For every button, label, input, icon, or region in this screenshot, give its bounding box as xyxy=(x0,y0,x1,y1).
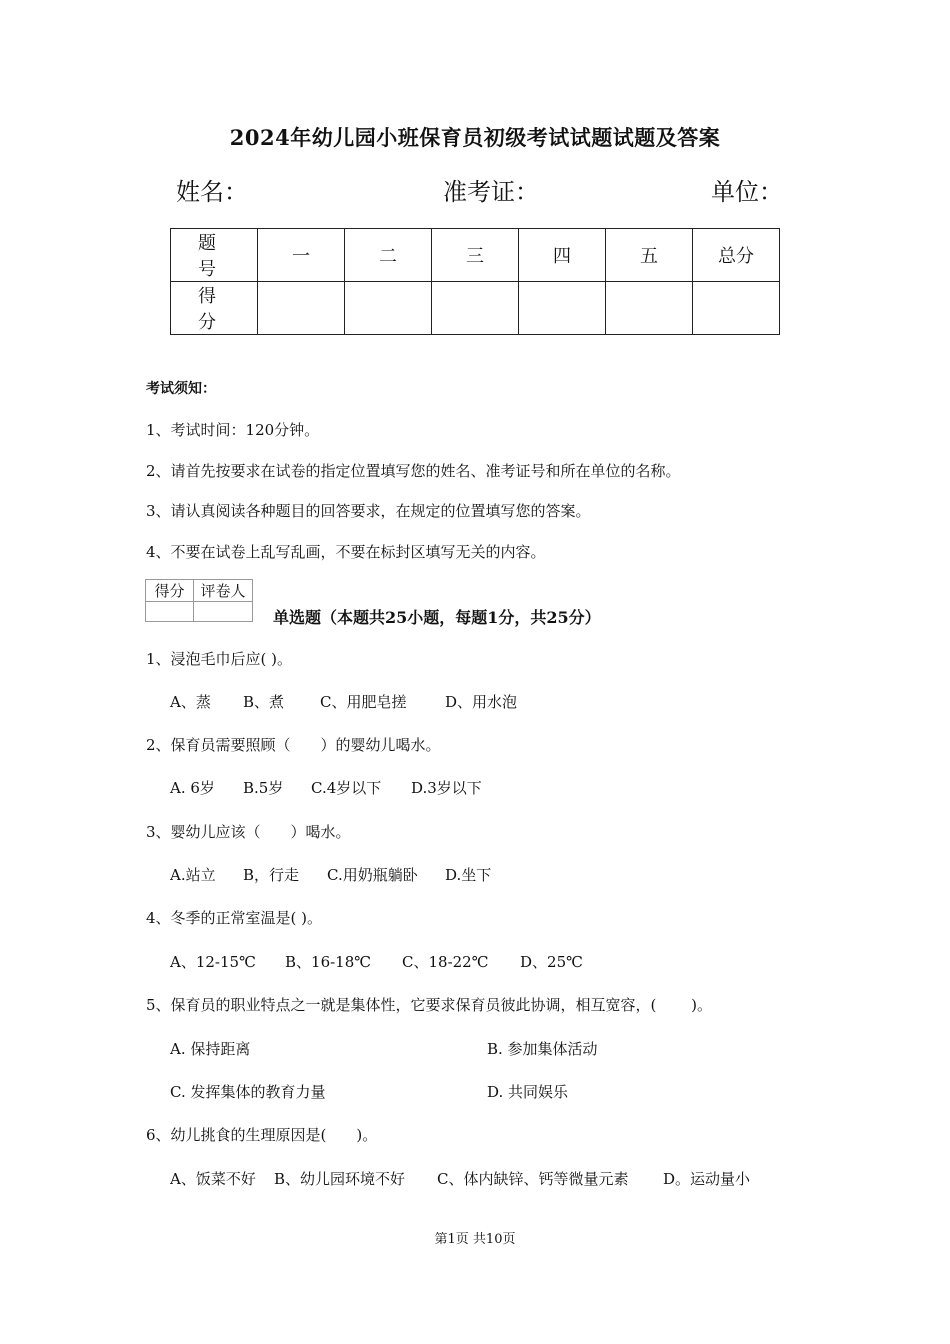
exam-id-label: 准考证： xyxy=(443,178,539,206)
question-option: C、体内缺锌、钙等微量元素 xyxy=(437,1170,629,1188)
score-row-label: 得 分 xyxy=(171,282,258,335)
question-option: B.5岁 xyxy=(243,779,284,797)
question-option: C. 发挥集体的教育力量 xyxy=(170,1083,326,1101)
notice-heading: 考试须知： xyxy=(146,381,216,397)
question-option: D.坐下 xyxy=(445,866,492,884)
name-label: 姓名： xyxy=(176,178,248,206)
question-option: D、用水泡 xyxy=(445,693,518,711)
question-stem: 5、保育员的职业特点之一就是集体性，它要求保育员彼此协调，相互宽容，( )。 xyxy=(146,996,713,1014)
question-stem: 4、冬季的正常室温是( )。 xyxy=(146,909,323,927)
question-option: B、幼儿园环境不好 xyxy=(274,1170,406,1188)
grader-box xyxy=(145,579,253,622)
question-option: A、蒸 xyxy=(170,693,211,711)
grader-name-label: 评卷人 xyxy=(194,580,253,602)
score-cell-3 xyxy=(432,282,519,335)
question-option: A.站立 xyxy=(170,866,216,884)
notice-item: 3、请认真阅读各种题目的回答要求，在规定的位置填写您的答案。 xyxy=(146,502,591,520)
question-stem: 2、保育员需要照顾（ ）的婴幼儿喝水。 xyxy=(146,736,441,754)
header-cell-5: 五 xyxy=(606,229,693,282)
header-cell-2: 二 xyxy=(345,229,432,282)
notice-item: 1、考试时间：120分钟。 xyxy=(146,421,320,439)
question-option: C.用奶瓶躺卧 xyxy=(327,866,418,884)
question-stem: 1、浸泡毛巾后应( )。 xyxy=(146,650,293,668)
header-cell-1: 一 xyxy=(258,229,345,282)
question-option: B、16-18℃ xyxy=(285,953,372,971)
score-cell-5 xyxy=(606,282,693,335)
score-cell-2 xyxy=(345,282,432,335)
question-option: B、煮 xyxy=(243,693,285,711)
score-cell-total xyxy=(693,282,780,335)
score-table-header-row xyxy=(171,229,780,282)
score-cell-1 xyxy=(258,282,345,335)
grader-name-cell xyxy=(194,602,253,622)
question-option: D。运动量小 xyxy=(663,1170,751,1188)
header-cell-question-no: 题 号 xyxy=(171,229,258,282)
question-option: D、25℃ xyxy=(520,953,583,971)
question-option: C、18-22℃ xyxy=(402,953,489,971)
score-table-score-row xyxy=(171,282,780,335)
notice-item: 4、不要在试卷上乱写乱画，不要在标封区填写无关的内容。 xyxy=(146,543,546,561)
question-stem: 6、幼儿挑食的生理原因是( )。 xyxy=(146,1126,378,1144)
page-footer: 第1页 共10页 xyxy=(434,1232,516,1247)
question-stem: 3、婴幼儿应该（ ）喝水。 xyxy=(146,823,351,841)
header-cell-total: 总分 xyxy=(693,229,780,282)
grader-score-cell xyxy=(146,602,194,622)
header-cell-3: 三 xyxy=(432,229,519,282)
notice-item: 2、请首先按要求在试卷的指定位置填写您的姓名、准考证号和所在单位的名称。 xyxy=(146,462,681,480)
question-option: A. 保持距离 xyxy=(170,1040,251,1058)
section-title: 单选题（本题共25小题，每题1分，共25分） xyxy=(273,608,601,627)
grader-score-label: 得分 xyxy=(146,580,194,602)
header-cell-4: 四 xyxy=(519,229,606,282)
question-option: B，行走 xyxy=(243,866,300,884)
question-option: C.4岁以下 xyxy=(311,779,382,797)
question-option: A、饭菜不好 xyxy=(170,1170,256,1188)
score-table xyxy=(170,228,780,335)
unit-label: 单位： xyxy=(711,178,783,206)
question-option: A、12-15℃ xyxy=(170,953,256,971)
question-option: D. 共同娱乐 xyxy=(487,1083,569,1101)
page-title: 2024年幼儿园小班保育员初级考试试题试题及答案 xyxy=(229,125,721,150)
question-option: B. 参加集体活动 xyxy=(487,1040,598,1058)
question-option: C、用肥皂搓 xyxy=(320,693,407,711)
question-option: D.3岁以下 xyxy=(411,779,482,797)
question-option: A. 6岁 xyxy=(170,779,215,797)
score-cell-4 xyxy=(519,282,606,335)
